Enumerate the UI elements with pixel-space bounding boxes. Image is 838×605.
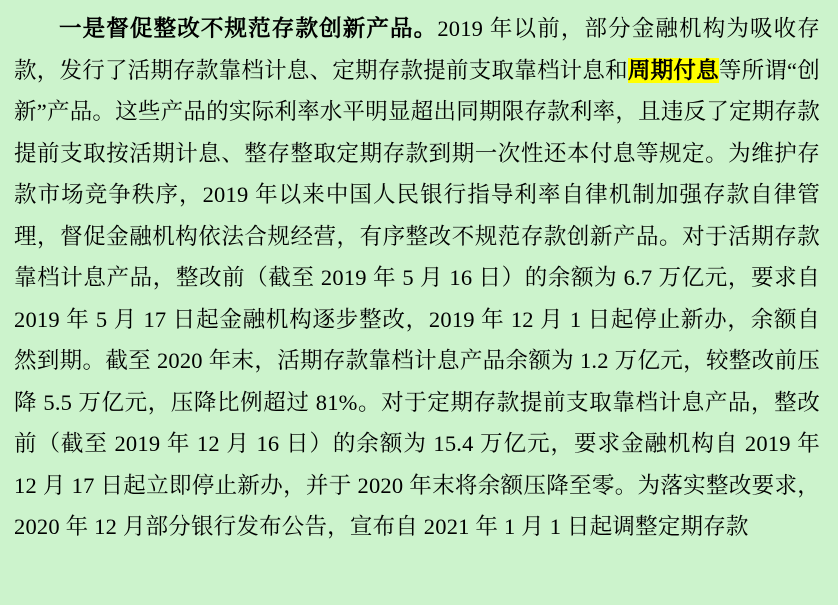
body-paragraph bbox=[14, 8, 820, 548]
paragraph-lead-bold: 一是督促整改不规范存款创新产品。 bbox=[59, 16, 438, 41]
paragraph-text-part2: 等所谓“创新”产品。这些产品的实际利率水平明显超出同期限存款利率，且违反了定期存款提前支取按活期计息、整存整取定期存款到期一次性还本付息等规定。为维护存款市场竞争秩序，2019 年以来中国人民银行指导利率自律机制加强存款自律管理，督促金融机构依法合规经营，有序整改不规范存款创新产品。对于活期存款靠档计息产品，整改前（截至 2019 年 5 月 16 日）的余额为 6.7 万亿元，要求自 2019 年 5 月 17 日起金融机构逐步整改，2019 年 12 月 1 日起停止新办，余额自然到期。截至 2020 年末，活期存款靠档计息产品余额为 1.2 万亿元，较整改前压降 5.5 万亿元，压降比例超过 81%。对于定期存款提前支取靠档计息产品，整改前（截至 2019 年 12 月 16 日）的余额为 15.4 万亿元，要求金融机构自 2019 年 12 月 17 日起立即停止新办，并于 2020 年末将余额压降至零。为落实整改要求，2020 年 12 月部分银行发布公告，宣布自 2021 年 1 月 1 日起调整定期存款 bbox=[14, 57, 820, 539]
highlighted-term: 周期付息 bbox=[627, 57, 719, 83]
paragraph-text-part1: 2019 年以前，部分金融机构为吸收存款，发行了活期存款靠档计息、定期存款提前支取靠档计息和 bbox=[14, 16, 820, 83]
